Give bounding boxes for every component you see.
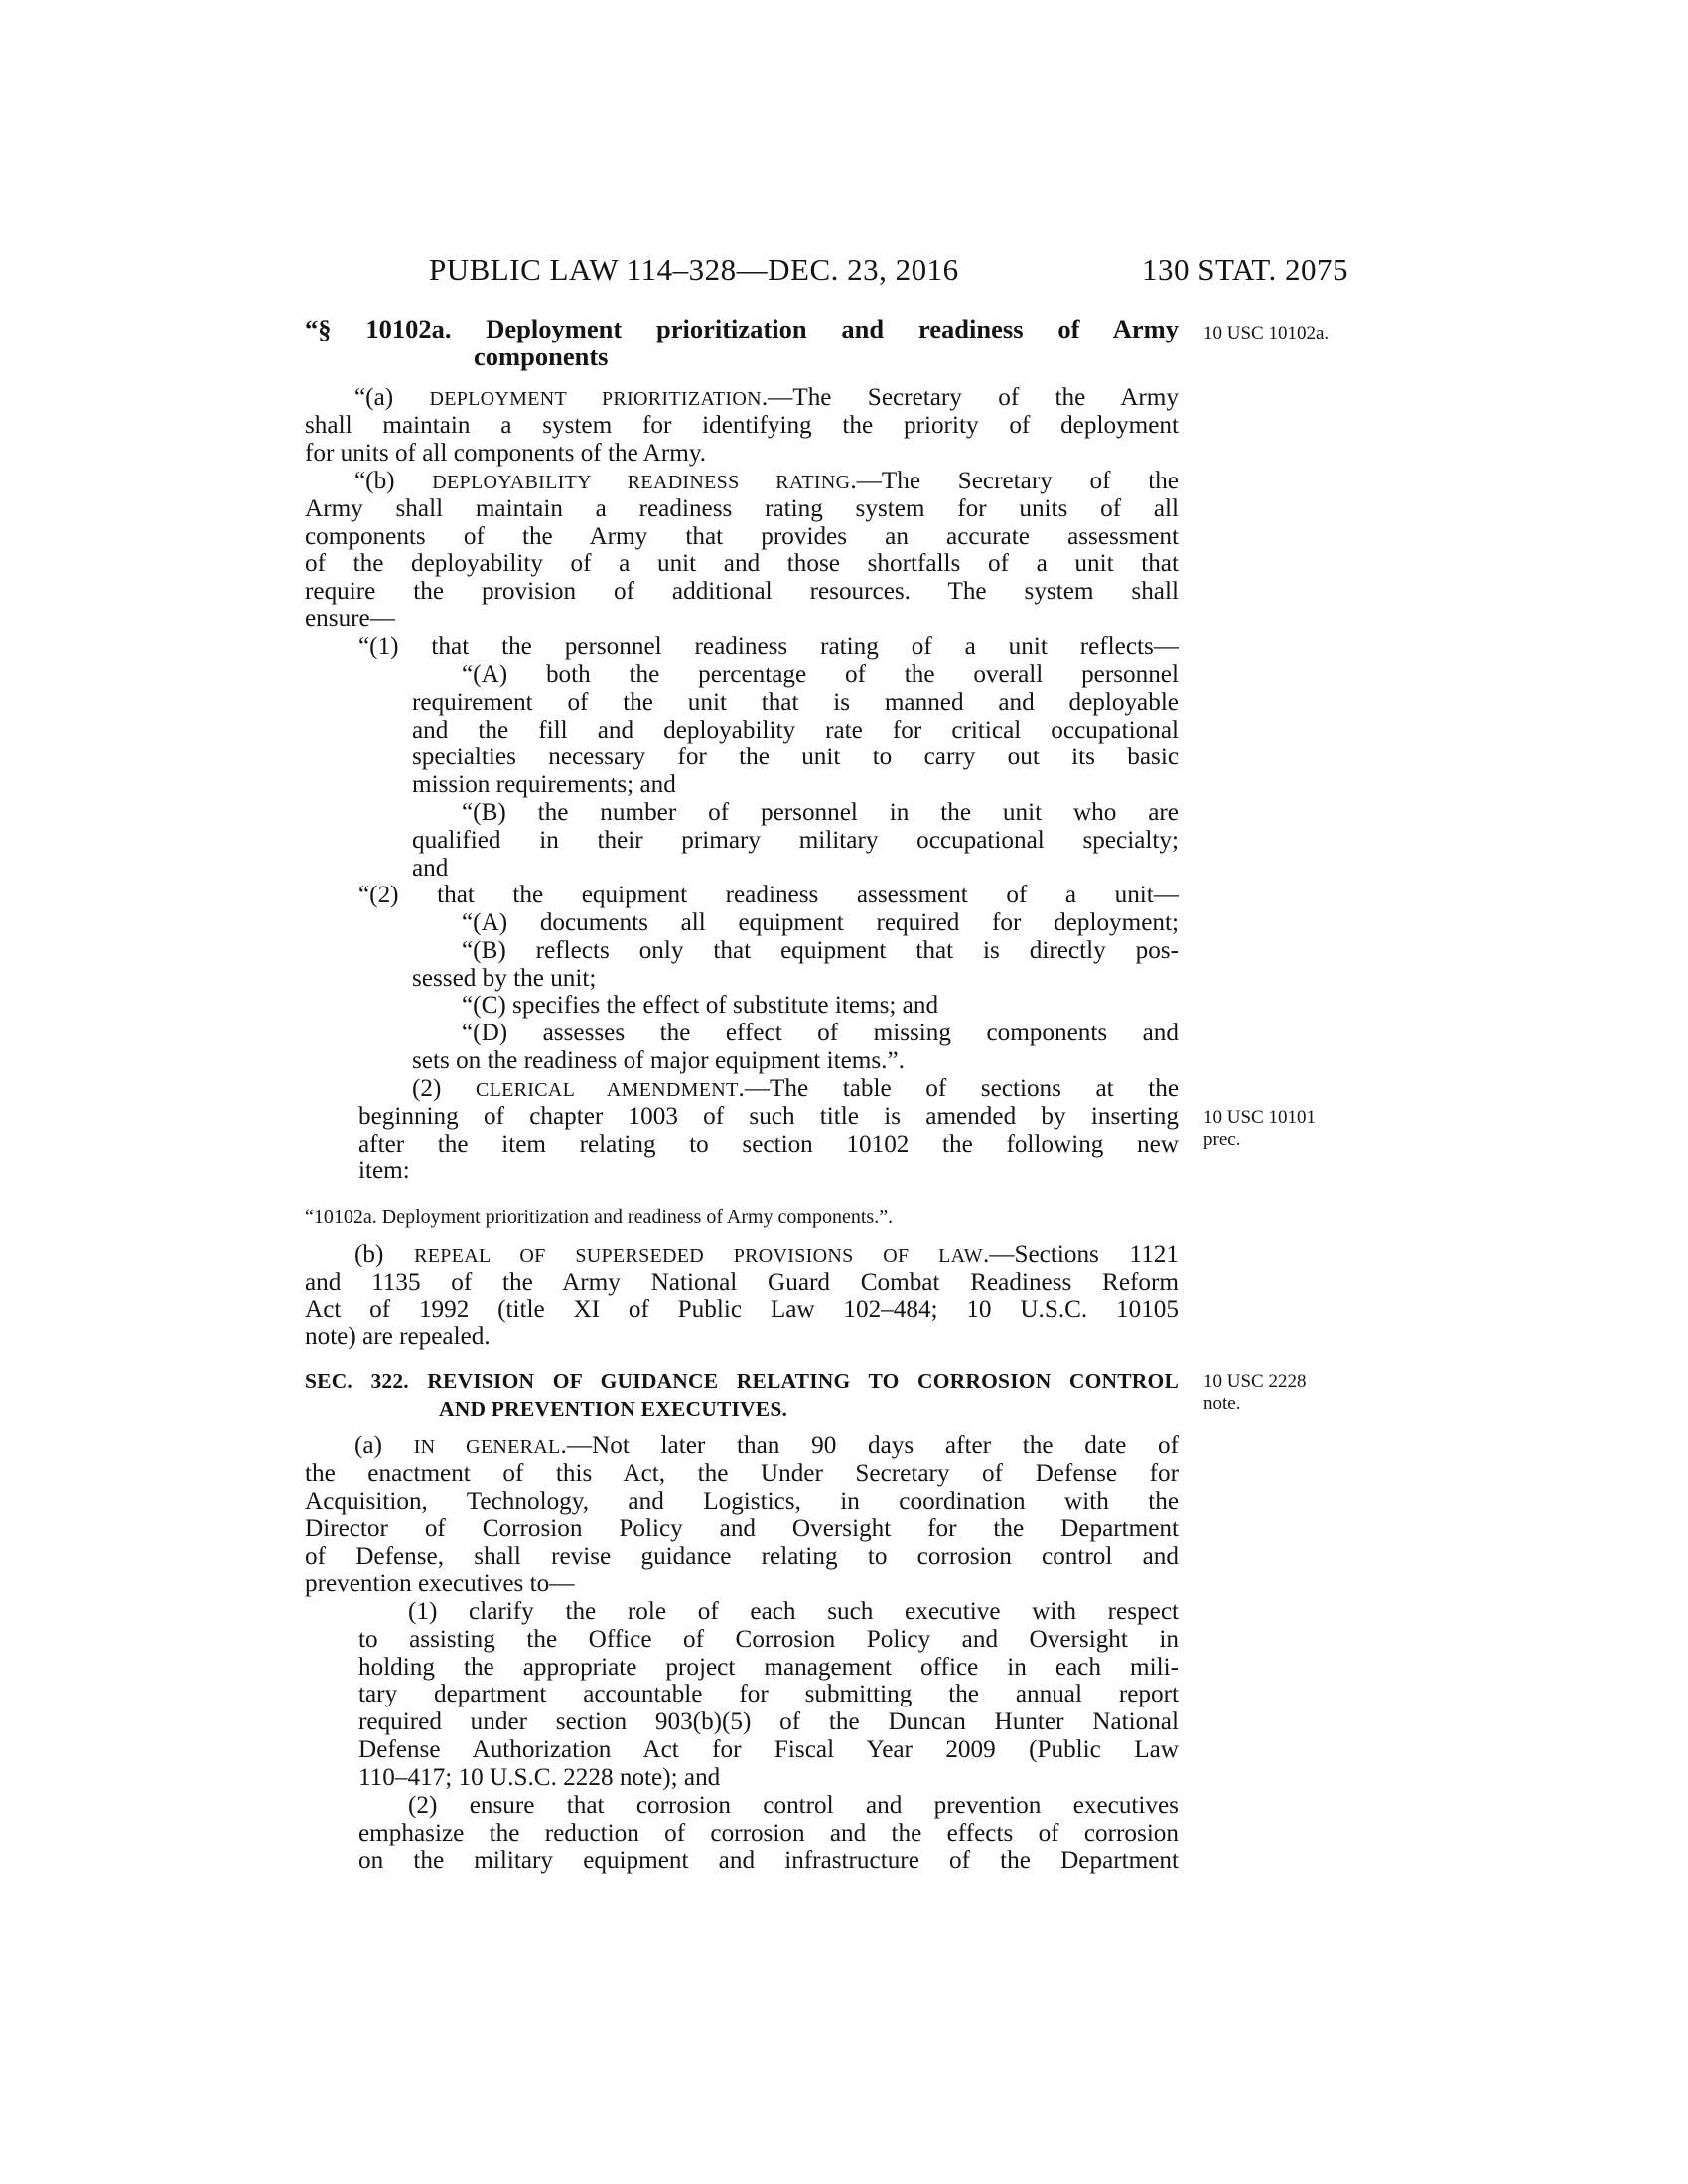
repeal-line4: note) are repealed. [305, 1323, 491, 1351]
paragraph-b-readiness-rating [305, 468, 1179, 633]
sec322-a-line3: Acquisition, Technology, and Logistics, in coordination with the [305, 1487, 1179, 1515]
sec322-1-line2: to assisting the Office of Corrosion Policy and Oversight in [358, 1625, 1179, 1653]
sec322-a-line2: the enactment of this Act, the Under Secretary of Defense for [305, 1459, 1179, 1487]
item-1A-line4: specialties necessary for the unit to carry out its basic [412, 744, 1179, 771]
sec-322-heading-line2: AND PREVENTION EXECUTIVES. [439, 1396, 788, 1421]
sec-322-item-1 [358, 1598, 1179, 1792]
margin-note-10102a: 10 USC 10102a. [1203, 323, 1330, 343]
item-2A-line1: “(A) documents all equipment required for deployment; [462, 909, 1179, 936]
sec322-a-line4: Director of Corrosion Policy and Oversight for the Department [305, 1515, 1179, 1543]
para-b-line5: require the provision of additional resources. The system shall [305, 578, 1179, 606]
item-1B-line2: qualified in their primary military occupational specialty; [412, 826, 1179, 854]
para-a-line3: for units of all components of the Army. [305, 439, 707, 467]
item-1B-line3: and [412, 854, 449, 882]
item-1A [412, 661, 1179, 799]
item-2D [412, 1020, 1179, 1075]
clerical-amendment [358, 1075, 1179, 1185]
item-2-equipment [358, 882, 1179, 909]
margin-note-10101: 10 USC 10101 prec. [1203, 1107, 1316, 1150]
item-2B-line2: sessed by the unit; [412, 964, 597, 992]
repeal-line1: (b) REPEAL OF SUPERSEDED PROVISIONS OF LAW.—Sections 1121 [354, 1241, 1179, 1268]
sec322-1-line7: 110–417; 10 U.S.C. 2228 note); and [358, 1763, 721, 1791]
item-1A-line2: requirement of the unit that is manned and deployable [412, 688, 1179, 716]
sec-322-item-2 [358, 1792, 1179, 1874]
sec322-a-caption: IN GENERAL [413, 1436, 561, 1458]
section-heading-line2: components [474, 341, 609, 371]
clerical-caption: CLERICAL AMENDMENT [475, 1079, 739, 1101]
sec322-2-line3: on the military equipment and infrastructure of the Department [358, 1846, 1179, 1874]
item-1-personnel [358, 633, 1179, 661]
repeal-paragraph [305, 1241, 1179, 1351]
sec322-2-line1: (2) ensure that corrosion control and prevention executives [408, 1792, 1179, 1819]
para-a-line2: shall maintain a system for identifying the priority of deployment [305, 411, 1179, 439]
item-1A-line3: and the fill and deployability rate for critical occupational [412, 716, 1179, 744]
item-2C-line1: “(C) specifies the effect of substitute items; and [462, 992, 939, 1019]
clerical-line2: beginning of chapter 1003 of such title is amended by inserting [358, 1102, 1179, 1130]
para-b-line6: ensure— [305, 605, 395, 632]
running-header-title: PUBLIC LAW 114–328—DEC. 23, 2016 [429, 252, 959, 287]
page-number: 130 STAT. 2075 [1142, 252, 1349, 287]
sec322-1-line6: Defense Authorization Act for Fiscal Year 2009 (Public Law [358, 1735, 1179, 1763]
item-2B [412, 937, 1179, 993]
sec322-1-line4: tary department accountable for submitting the annual report [358, 1681, 1179, 1708]
item-1B-line1: “(B) the number of personnel in the unit who are [462, 799, 1179, 826]
sec322-1-line5: required under section 903(b)(5) of the Duncan Hunter National [358, 1708, 1179, 1736]
para-a-line1: “(a) DEPLOYMENT PRIORITIZATION.—The Secretary of the Army [354, 384, 1179, 411]
clerical-line1: (2) CLERICAL AMENDMENT.—The table of sections at the [412, 1075, 1179, 1102]
paragraph-a-deployment [305, 384, 1179, 467]
repeal-caption: REPEAL OF SUPERSEDED PROVISIONS OF LAW [414, 1245, 983, 1267]
para-b-line4: of the deployability of a unit and those shortfalls of a unit that [305, 550, 1179, 578]
table-of-sections-item: “10102a. Deployment prioritization and readiness of Army components.”. [305, 1206, 894, 1228]
sec322-a-line5: of Defense, shall revise guidance relating to corrosion control and [305, 1543, 1179, 1570]
para-b-line2: Army shall maintain a readiness rating system for units of all [305, 494, 1179, 522]
sec322-2-line2: emphasize the reduction of corrosion and the effects of corrosion [358, 1819, 1179, 1846]
sec-322-a [305, 1433, 1179, 1598]
sec322-1-line3: holding the appropriate project management office in each mili- [358, 1653, 1179, 1681]
para-b-caption: DEPLOYABILITY READINESS RATING [432, 472, 851, 493]
sec322-a-line1: (a) IN GENERAL.—Not later than 90 days after the date of [354, 1433, 1179, 1459]
clerical-line3: after the item relating to section 10102 the following new [358, 1130, 1179, 1158]
repeal-line2: and 1135 of the Army National Guard Combat Readiness Reform [305, 1268, 1179, 1296]
sec322-1-line1: (1) clarify the role of each such executive with respect [408, 1598, 1179, 1625]
section-heading [305, 316, 1179, 371]
para-a-caption: DEPLOYMENT PRIORITIZATION [429, 388, 762, 410]
para-b-line1: “(b) DEPLOYABILITY READINESS RATING.—The Secretary of the [354, 468, 1179, 494]
clerical-line4: item: [358, 1158, 410, 1185]
repeal-line3: Act of 1992 (title XI of Public Law 102–484; 10 U.S.C. 10105 [305, 1296, 1179, 1323]
sec-322-heading-line1: SEC. 322. REVISION OF GUIDANCE RELATING TO CORROSION CONTROL [305, 1369, 1179, 1393]
item-2D-line1: “(D) assesses the effect of missing components and [462, 1020, 1179, 1046]
item-1-line1: “(1) that the personnel readiness rating of a unit reflects— [358, 633, 1179, 660]
item-1A-line5: mission requirements; and [412, 771, 676, 799]
sec-322-heading [305, 1368, 1179, 1424]
item-2B-line1: “(B) reflects only that equipment that is directly pos- [462, 937, 1179, 964]
section-heading-line1: “§ 10102a. Deployment prioritization and readiness of Army [305, 316, 1179, 343]
item-1B [412, 799, 1179, 882]
item-2D-line2: sets on the readiness of major equipment items.”. [412, 1046, 905, 1074]
item-2C [412, 992, 1179, 1020]
para-b-line3: components of the Army that provides an accurate assessment [305, 522, 1179, 550]
sec322-a-line6: prevention executives to— [305, 1570, 575, 1597]
item-2A [412, 909, 1179, 937]
margin-note-2228: 10 USC 2228 note. [1203, 1371, 1307, 1414]
item-1A-line1: “(A) both the percentage of the overall personnel [462, 661, 1179, 688]
item-2-line1: “(2) that the equipment readiness assessment of a unit— [358, 882, 1179, 908]
